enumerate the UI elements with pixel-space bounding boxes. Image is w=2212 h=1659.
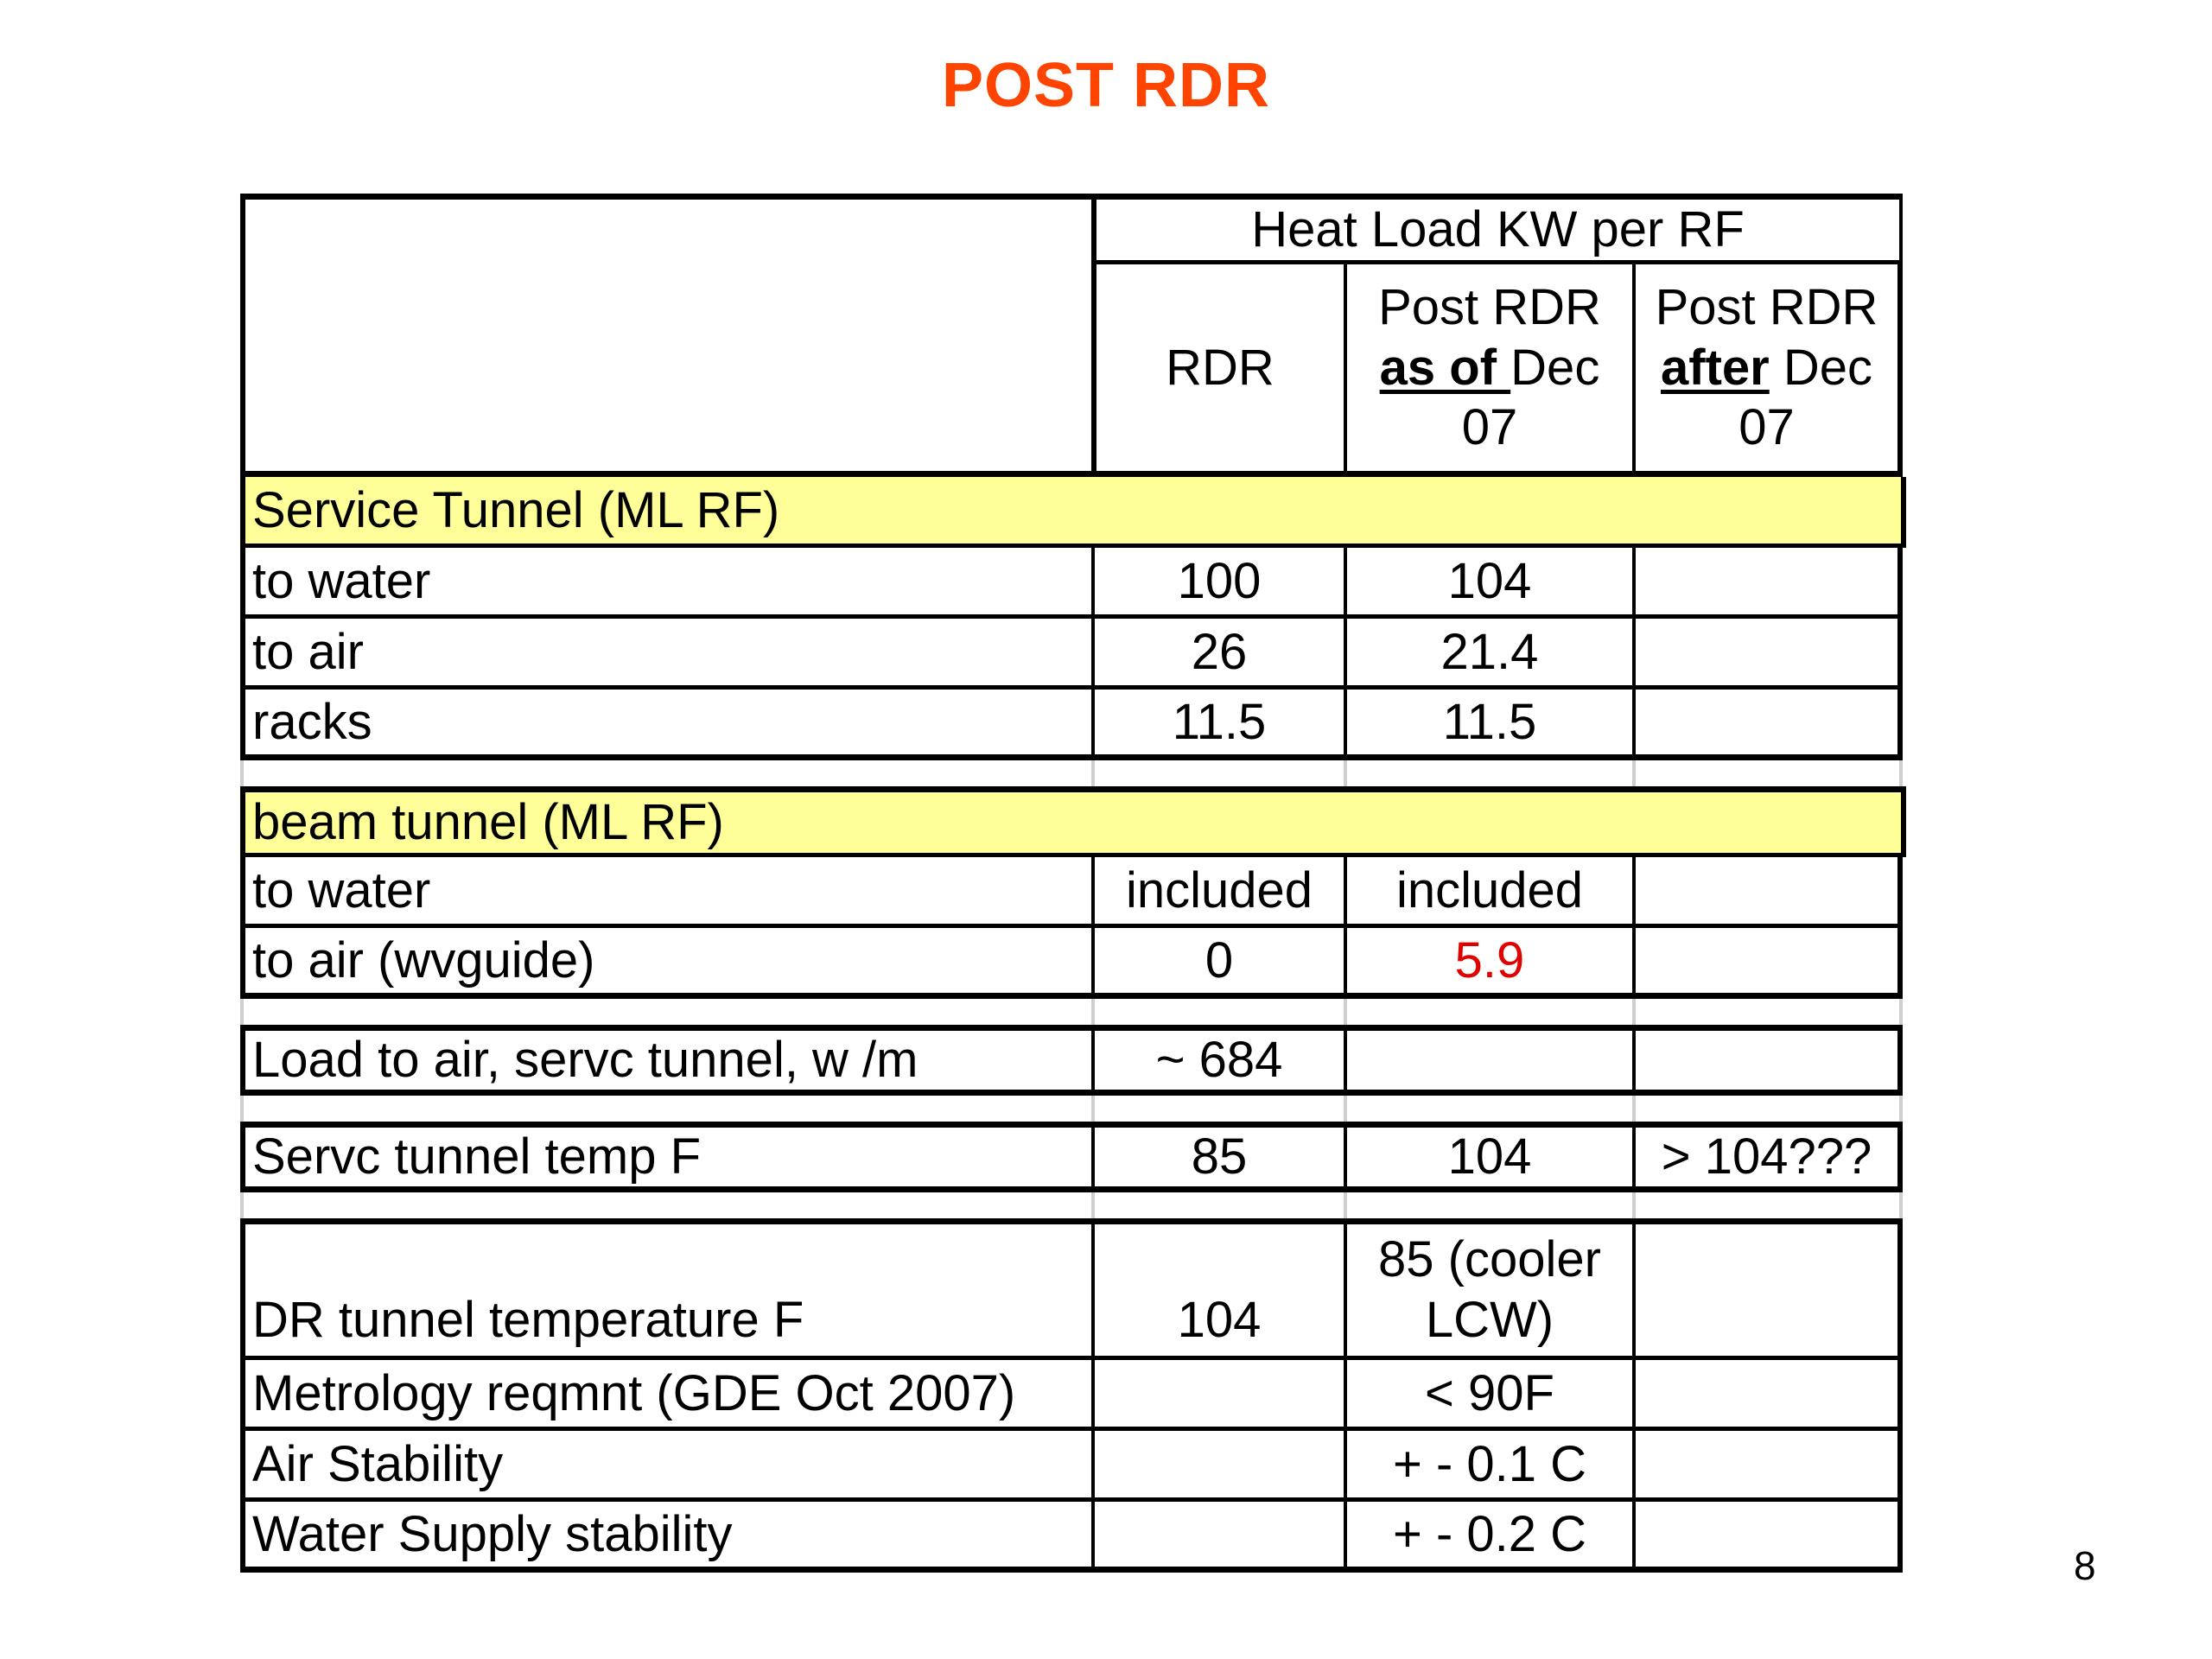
row-label: DR tunnel temperature F xyxy=(240,1218,1095,1360)
spacer-cell xyxy=(1344,1096,1636,1122)
header-asof-line3: 07 xyxy=(1461,399,1518,456)
cell-after xyxy=(1632,1218,1903,1360)
row-label: to air xyxy=(240,619,1095,690)
cell-asof: 11.5 xyxy=(1344,690,1636,760)
spacer-cell xyxy=(1344,999,1636,1025)
header-group-label: Heat Load KW per RF xyxy=(1091,194,1903,264)
spacer-row xyxy=(240,1192,1906,1218)
cell-rdr: ~ 684 xyxy=(1091,1025,1347,1096)
header-asof-emphasis: as of xyxy=(1379,339,1511,396)
cell-rdr: 85 xyxy=(1091,1122,1347,1192)
header-empty-cell xyxy=(240,194,1095,477)
row-label: Servc tunnel temp F xyxy=(240,1122,1095,1192)
header-after-rest: Dec xyxy=(1769,339,1872,396)
spacer-cell xyxy=(1091,999,1347,1025)
slide-title: POST RDR xyxy=(941,51,1271,120)
cell-asof: 104 xyxy=(1344,548,1636,619)
cell-after xyxy=(1632,1431,1903,1502)
spacer-row xyxy=(240,760,1906,786)
spacer-cell xyxy=(1632,999,1903,1025)
cell-rdr: 0 xyxy=(1091,928,1347,999)
cell-rdr: included xyxy=(1091,857,1347,928)
cell-rdr: 104 xyxy=(1091,1218,1347,1360)
spacer-cell xyxy=(240,1096,1095,1122)
row-label: to water xyxy=(240,548,1095,619)
cell-after xyxy=(1632,690,1903,760)
spacer-cell xyxy=(240,1192,1095,1218)
table-row xyxy=(240,1502,1906,1573)
table-row xyxy=(240,548,1906,619)
section-row-service-tunnel xyxy=(240,477,1906,548)
page-number: 8 xyxy=(2074,1543,2096,1588)
cell-asof: 21.4 xyxy=(1344,619,1636,690)
row-label: Water Supply stability xyxy=(240,1502,1095,1573)
cell-rdr: 11.5 xyxy=(1091,690,1347,760)
header-asof-line1: Post RDR xyxy=(1378,279,1601,336)
spacer-cell xyxy=(240,999,1095,1025)
spacer-row xyxy=(240,999,1906,1025)
table-row xyxy=(240,690,1906,760)
header-col-after xyxy=(1632,264,1903,477)
row-label: racks xyxy=(240,690,1095,760)
row-label: Metrology reqmnt (GDE Oct 2007) xyxy=(240,1360,1095,1431)
cell-after: > 104??? xyxy=(1632,1122,1903,1192)
table-row-load xyxy=(240,1025,1906,1096)
cell-after xyxy=(1632,619,1903,690)
cell-after xyxy=(1632,1502,1903,1573)
table-row xyxy=(240,1431,1906,1502)
cell-rdr: 26 xyxy=(1091,619,1347,690)
table-row xyxy=(240,1360,1906,1431)
header-after-emphasis: after xyxy=(1661,339,1770,396)
cell-rdr xyxy=(1091,1431,1347,1502)
table-row xyxy=(240,928,1906,999)
spacer-cell xyxy=(1344,1192,1636,1218)
row-label: to water xyxy=(240,857,1095,928)
section-row-beam-tunnel xyxy=(240,786,1906,857)
cell-after xyxy=(1632,928,1903,999)
section-label: beam tunnel (ML RF) xyxy=(240,786,1906,857)
section-label: Service Tunnel (ML RF) xyxy=(240,477,1906,548)
header-asof-rest: Dec xyxy=(1510,339,1600,396)
header-after-line2 xyxy=(1661,338,1872,398)
cell-asof xyxy=(1344,1025,1636,1096)
header-after-line3: 07 xyxy=(1738,399,1795,456)
cell-after xyxy=(1632,1025,1903,1096)
cell-rdr xyxy=(1091,1502,1347,1573)
cell-rdr: 100 xyxy=(1091,548,1347,619)
cell-asof: < 90F xyxy=(1344,1360,1636,1431)
table-row xyxy=(240,619,1906,690)
cell-asof: + - 0.1 C xyxy=(1344,1431,1636,1502)
header-row-group xyxy=(240,194,1906,477)
header-subcols xyxy=(1091,264,1903,477)
cell-after xyxy=(1632,548,1903,619)
spacer-cell xyxy=(1632,760,1903,786)
cell-asof: 104 xyxy=(1344,1122,1636,1192)
cell-asof-line1: 85 (cooler xyxy=(1378,1231,1601,1288)
header-col-asof xyxy=(1344,264,1636,477)
row-label: Air Stability xyxy=(240,1431,1095,1502)
header-asof-line2 xyxy=(1380,338,1600,398)
heat-load-table xyxy=(240,194,1906,1573)
cell-asof: included xyxy=(1344,857,1636,928)
spacer-cell xyxy=(1091,1192,1347,1218)
cell-asof xyxy=(1344,1218,1636,1360)
cell-asof: + - 0.2 C xyxy=(1344,1502,1636,1573)
spacer-cell xyxy=(1632,1096,1903,1122)
cell-after xyxy=(1632,1360,1903,1431)
spacer-cell xyxy=(1091,1096,1347,1122)
spacer-cell xyxy=(1344,760,1636,786)
header-right-block xyxy=(1091,194,1903,477)
cell-asof-line2: LCW) xyxy=(1425,1292,1554,1348)
table-row-temp xyxy=(240,1122,1906,1192)
header-after-line1: Post RDR xyxy=(1655,279,1878,336)
spacer-cell xyxy=(240,760,1095,786)
table-row xyxy=(240,857,1906,928)
cell-rdr xyxy=(1091,1360,1347,1431)
header-col-rdr: RDR xyxy=(1091,264,1347,477)
row-label: Load to air, servc tunnel, w /m xyxy=(240,1025,1095,1096)
cell-asof-highlight: 5.9 xyxy=(1344,928,1636,999)
spacer-cell xyxy=(1091,760,1347,786)
spacer-cell xyxy=(1632,1192,1903,1218)
cell-after xyxy=(1632,857,1903,928)
row-label: to air (wvguide) xyxy=(240,928,1095,999)
spacer-row xyxy=(240,1096,1906,1122)
table-row-dr-temp xyxy=(240,1218,1906,1360)
